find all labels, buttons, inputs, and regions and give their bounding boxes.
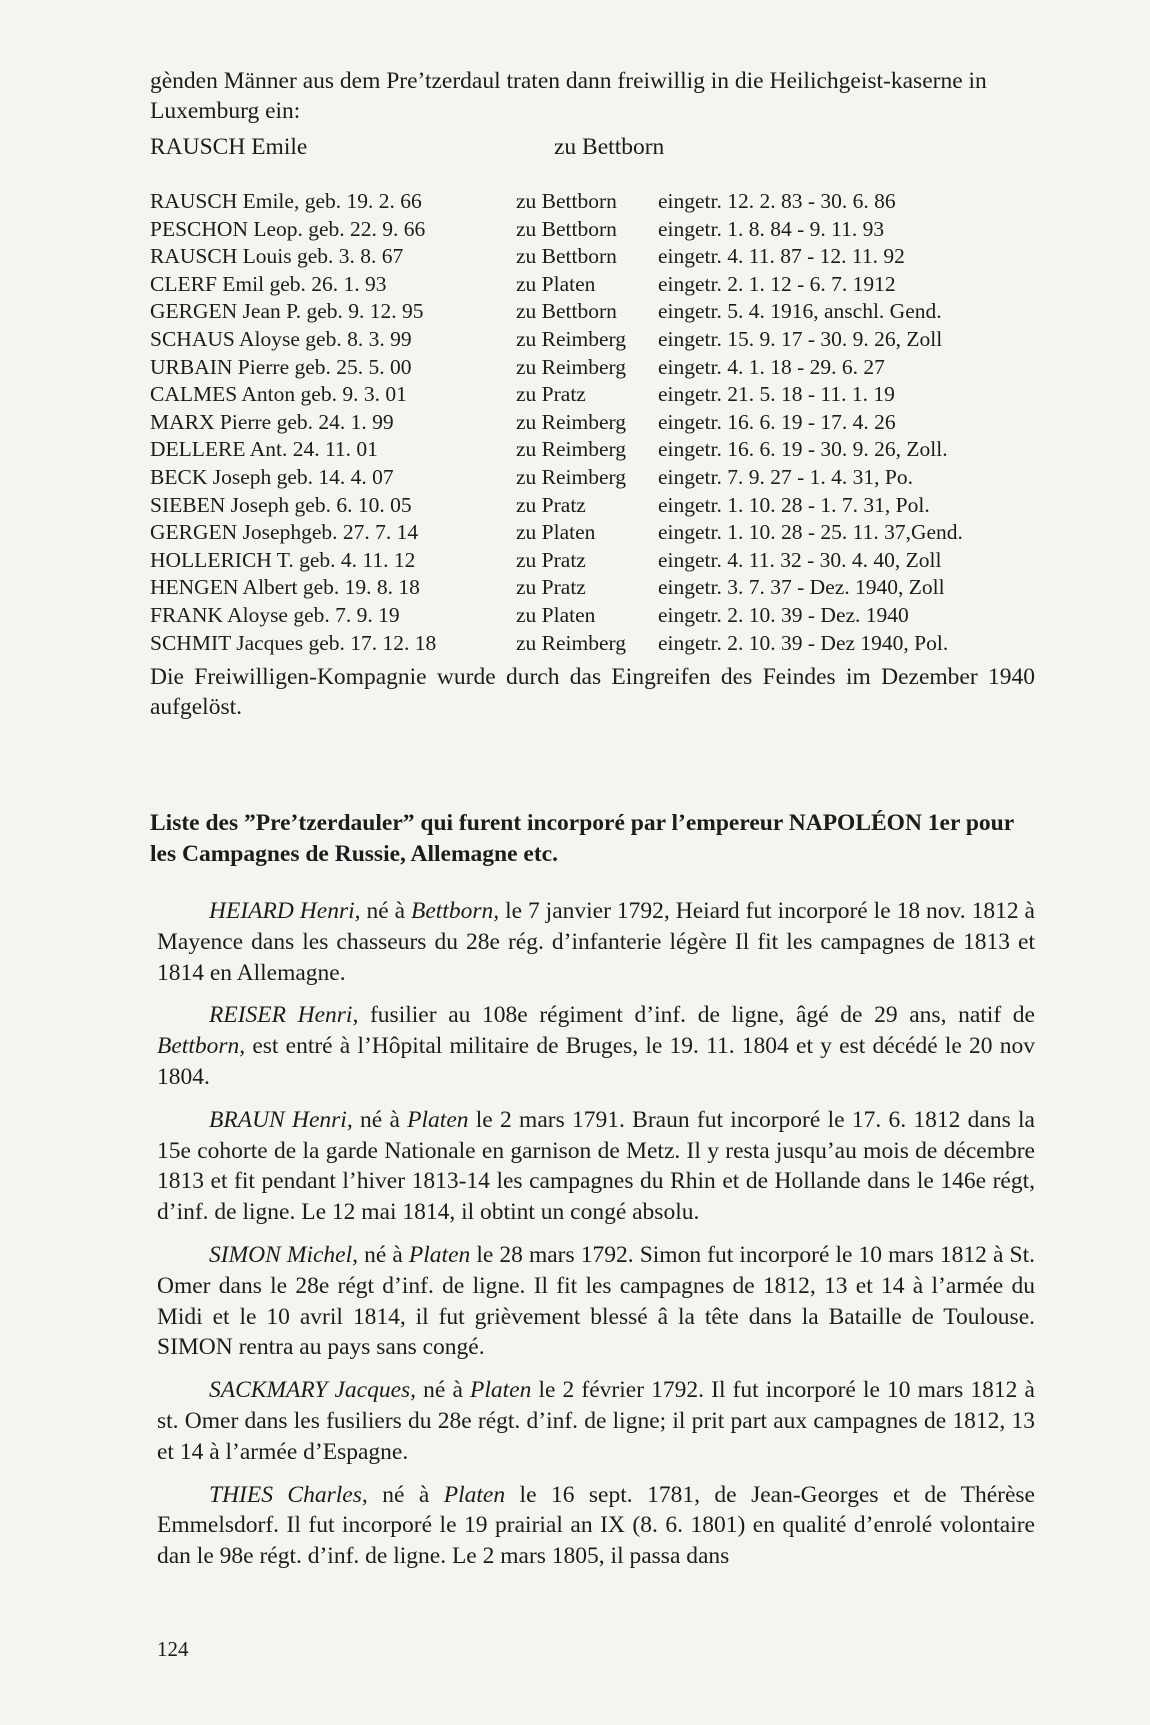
- roster-service: eingetr. 4. 11. 87 - 12. 11. 92: [658, 244, 905, 269]
- roster-place: zu Bettborn: [516, 216, 617, 241]
- entry-text: est entré à l’Hôpital militaire de Bruges, le 19. 11. 1804 et y est décédé le 20 nov 1804.: [157, 1033, 1035, 1090]
- roster-row: [150, 574, 1040, 602]
- roster-name: RAUSCH Emile, geb. 19. 2. 66: [150, 189, 422, 213]
- roster-service: eingetr. 16. 6. 19 - 17. 4. 26: [658, 409, 896, 434]
- entry-place: Platen: [443, 1481, 506, 1508]
- entry-place: Platen: [408, 1241, 471, 1268]
- roster-row: [150, 354, 1040, 382]
- entry-name: BRAUN Henri,: [209, 1106, 353, 1133]
- roster-place: zu Reimberg: [516, 409, 627, 434]
- entry-text: le 2 février 1792. Il fut incorporé le 10 mars 1812 à st. Omer dans les fusiliers du 28e régt. d’inf. de ligne; il prit part aux campagnes de 1812, 13 et 14 à l’armée d’Espagne.: [157, 1377, 1035, 1465]
- roster-row: [150, 271, 1040, 299]
- roster-service: eingetr. 7. 9. 27 - 1. 4. 31, Po.: [658, 464, 913, 489]
- roster-place: zu Reimberg: [516, 630, 627, 655]
- roster-service: eingetr. 21. 5. 18 - 11. 1. 19: [658, 382, 895, 407]
- entry-text: né à: [360, 898, 411, 924]
- roster-name: FRANK Aloyse geb. 7. 9. 19: [150, 602, 400, 627]
- roster-service: eingetr. 2. 10. 39 - Dez 1940, Pol.: [658, 630, 949, 655]
- roster-service: eingetr. 15. 9. 17 - 30. 9. 26, Zoll: [658, 326, 943, 351]
- roster-place: zu Reimberg: [516, 437, 627, 462]
- roster-name: CALMES Anton geb. 9. 3. 01: [150, 382, 407, 407]
- roster-place: zu Platen: [516, 520, 596, 545]
- entry-place: Platen: [470, 1377, 532, 1404]
- section-heading: Liste des ”Pre’tzerdauler” qui furent incorporé par l’empereur NAPOLÉON 1er pour les Campagnes de Russie, Allemagne etc.: [150, 810, 1014, 867]
- roster-place: zu Reimberg: [516, 464, 627, 489]
- intro-paragraph: gènden Männer aus dem Pre’tzerdaul traten dann freiwillig in die Heilichgeist-kaserne in Luxemburg ein:: [150, 68, 987, 124]
- roster-place: zu Bettborn: [516, 299, 617, 324]
- roster-row: [150, 492, 1040, 520]
- entry-text: né à: [416, 1377, 471, 1404]
- page-number: 124: [157, 1637, 189, 1661]
- roster-name: URBAIN Pierre geb. 25. 5. 00: [150, 354, 412, 379]
- entry-text: né à: [358, 1241, 409, 1268]
- entry-name: HEIARD Henri,: [209, 898, 361, 924]
- roster-place: zu Bettborn: [516, 244, 617, 269]
- roster-row: [150, 547, 1040, 575]
- roster-name: HOLLERICH T. geb. 4. 11. 12: [150, 547, 416, 572]
- roster-place: zu Pratz: [516, 547, 586, 572]
- entry-text: le 28 mars 1792. Simon fut incorporé le 10 mars 1812 à St. Omer dans le 28e régt d’inf. de ligne. Il fit les campagnes de 1812, 13 et 14 à l’armée du Midi et le 10 avril 1814, il fut grièvement blessé â la tête dans la Bataille de Toulouse. SIMON rentra au pays sans congé.: [157, 1241, 1035, 1361]
- entry-paragraph: [157, 1000, 1035, 1092]
- roster-row: [150, 409, 1040, 437]
- entry-place: Bettborn,: [157, 1033, 246, 1060]
- entry-paragraph: [157, 1375, 1035, 1467]
- roster-place: zu Reimberg: [516, 354, 627, 379]
- entry-name: REISER Henri,: [209, 1002, 359, 1029]
- entry-paragraph: [157, 1240, 1035, 1363]
- roster-service: eingetr. 3. 7. 37 - Dez. 1940, Zoll: [658, 575, 945, 600]
- entry-name: SACKMARY Jacques,: [209, 1377, 417, 1404]
- roster-row: [150, 326, 1040, 354]
- roster-name: GERGEN Jean P. geb. 9. 12. 95: [150, 299, 424, 324]
- entry-name: THIES Charles,: [209, 1481, 368, 1508]
- roster-place: zu Reimberg: [516, 326, 627, 351]
- roster-service: eingetr. 4. 1. 18 - 29. 6. 27: [658, 354, 885, 379]
- napoleon-entries: [157, 896, 1035, 1584]
- roster-place: zu Pratz: [516, 575, 586, 600]
- roster-name: MARX Pierre geb. 24. 1. 99: [150, 409, 394, 434]
- roster-service: eingetr. 1. 8. 84 - 9. 11. 93: [658, 216, 885, 241]
- roster-service: eingetr. 16. 6. 19 - 30. 9. 26, Zoll.: [658, 437, 948, 462]
- entry-place: Platen: [407, 1106, 469, 1133]
- roster-row: [150, 436, 1040, 464]
- header-place: zu Bettborn: [554, 134, 665, 160]
- roster-name: CLERF Emil geb. 26. 1. 93: [150, 271, 387, 296]
- roster-row: [150, 464, 1040, 492]
- roster-service: eingetr. 4. 11. 32 - 30. 4. 40, Zoll: [658, 547, 942, 572]
- entry-paragraph: [157, 1105, 1035, 1228]
- roster-row: [150, 630, 1040, 658]
- roster-service: eingetr. 12. 2. 83 - 30. 6. 86: [658, 189, 896, 213]
- entry-paragraph: [157, 1480, 1035, 1572]
- roster-row: [150, 188, 1040, 216]
- roster-place: zu Platen: [516, 602, 596, 627]
- roster-service: eingetr. 1. 10. 28 - 1. 7. 31, Pol.: [658, 492, 930, 517]
- entry-text: le 7 janvier 1792, Heiard fut incorporé le 18 nov. 1812 à Mayence dans les chasseurs du 28e rég. d’infanterie légère Il fit les campagnes de 1813 et 1814 en Allemagne.: [157, 898, 1035, 986]
- roster-place: zu Bettborn: [516, 189, 617, 213]
- entry-text: le 2 mars 1791. Braun fut incorporé le 17. 6. 1812 dans la 15e cohorte de la garde Nationale en garnison de Metz. Il y resta jusqu’au mois de décembre 1813 et fit pendant l’hiver 1813-14 les campagnes du Rhin et de Hollande dans le 146e régt, d’inf. de ligne. Le 12 mai 1814, il obtint un congé absolu.: [157, 1106, 1035, 1226]
- roster-row: [150, 298, 1040, 326]
- entry-paragraph: [157, 896, 1035, 988]
- roster-row: [150, 243, 1040, 271]
- roster-row: [150, 216, 1040, 244]
- roster-name: RAUSCH Louis geb. 3. 8. 67: [150, 244, 404, 269]
- closing-paragraph: Die Freiwilligen-Kompagnie wurde durch das Eingreifen des Feindes im Dezember 1940 aufgelöst.: [150, 664, 1035, 720]
- roster-service: eingetr. 5. 4. 1916, anschl. Gend.: [658, 299, 942, 324]
- roster-name: SCHMIT Jacques geb. 17. 12. 18: [150, 630, 437, 655]
- roster-place: zu Platen: [516, 271, 596, 296]
- roster-place: zu Pratz: [516, 492, 586, 517]
- header-name: RAUSCH Emile: [150, 134, 308, 160]
- roster-service: eingetr. 2. 10. 39 - Dez. 1940: [658, 602, 909, 627]
- entry-place: Bettborn,: [410, 898, 500, 924]
- entry-text: le 16 sept. 1781, de Jean-Georges et de Thérèse Emmelsdorf. Il fut incorporé le 19 prairial an IX (8. 6. 1801) en qualité d’enrolé volontaire dan le 98e régt. d’inf. de ligne. Le 2 mars 1805, il passa dans: [157, 1481, 1035, 1570]
- roster-name: SIEBEN Joseph geb. 6. 10. 05: [150, 492, 412, 517]
- entry-name: SIMON Michel,: [209, 1241, 359, 1268]
- entry-text: fusilier au 108e régiment d’inf. de ligne, âgé de 29 ans, natif de: [358, 1002, 1035, 1029]
- roster-name: BECK Joseph geb. 14. 4. 07: [150, 464, 394, 489]
- entry-text: né à: [352, 1106, 408, 1133]
- roster-name: PESCHON Leop. geb. 22. 9. 66: [150, 216, 426, 241]
- roster-row: [150, 519, 1040, 547]
- volunteer-roster: [150, 188, 1040, 657]
- roster-name: HENGEN Albert geb. 19. 8. 18: [150, 575, 420, 600]
- roster-row: [150, 381, 1040, 409]
- roster-name: SCHAUS Aloyse geb. 8. 3. 99: [150, 326, 412, 351]
- roster-name: DELLERE Ant. 24. 11. 01: [150, 437, 378, 462]
- roster-row: [150, 602, 1040, 630]
- roster-place: zu Pratz: [516, 382, 586, 407]
- roster-service: eingetr. 1. 10. 28 - 25. 11. 37,Gend.: [658, 520, 963, 545]
- entry-text: né à: [367, 1481, 444, 1508]
- roster-name: GERGEN Josephgeb. 27. 7. 14: [150, 520, 419, 545]
- roster-service: eingetr. 2. 1. 12 - 6. 7. 1912: [658, 271, 896, 296]
